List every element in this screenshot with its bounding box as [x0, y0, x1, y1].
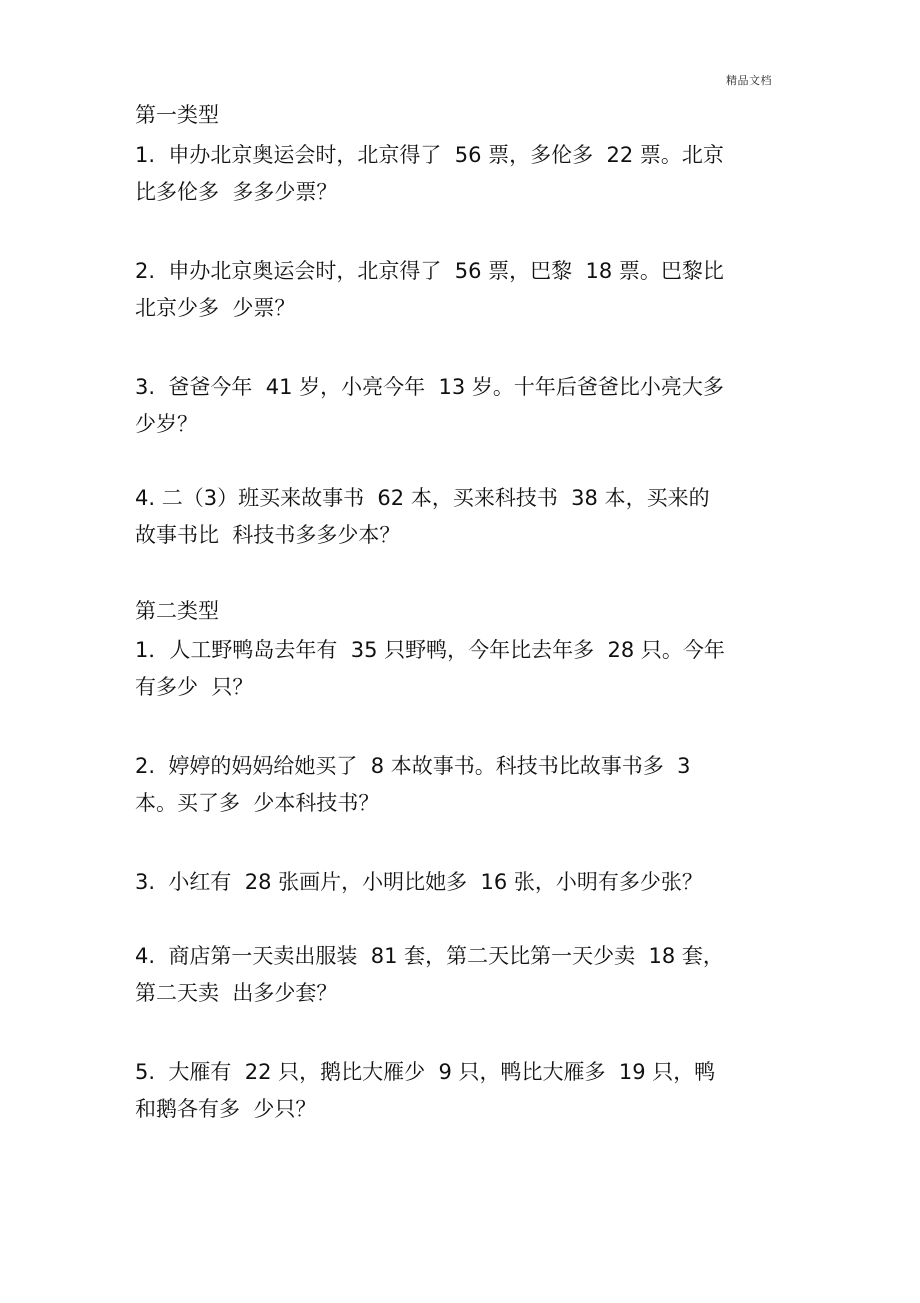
problem-1-4-line-2: 故事书比 科技书多多少本？	[135, 523, 401, 547]
problem-2-4-line-1: 4. 商店第一天卖出服装 81 套，第二天比第一天少卖 18 套，	[135, 944, 724, 968]
problem-2-1-line-1: 1．人工野鸭岛去年有 35 只野鸭，今年比去年多 28 只。今年	[135, 638, 725, 662]
problem-2-5-line-1: 5. 大雁有 22 只，鹅比大雁少 9 只，鸭比大雁多 19 只，鸭	[135, 1060, 716, 1084]
problem-2-2-line-2: 本。买了多 少本科技书？	[135, 791, 380, 815]
section-title-2: 第二类型	[135, 599, 219, 623]
section-title-1: 第一类型	[135, 103, 219, 127]
problem-1-3-line-1: 3. 爸爸今年 41 岁，小亮今年 13 岁。十年后爸爸比小亮大多	[135, 375, 724, 399]
problem-2-4-line-2: 第二天卖 出多少套？	[135, 981, 338, 1005]
problem-1-1-line-2: 比多伦多 多多少票？	[135, 180, 338, 204]
problem-1-3-line-2: 少岁？	[135, 412, 198, 436]
problem-2-1-line-2: 有多少 只？	[135, 675, 254, 699]
problem-1-4-line-1: 4. 二（3）班买来故事书 62 本，买来科技书 38 本，买来的	[135, 486, 710, 510]
problem-1-2-line-2: 北京少多 少票？	[135, 296, 296, 320]
problem-1-2-line-1: 2. 申办北京奥运会时，北京得了 56 票，巴黎 18 票。巴黎比	[135, 259, 724, 283]
problem-2-3-line-1: 3. 小红有 28 张画片，小明比她多 16 张，小明有多少张？	[135, 870, 703, 894]
watermark-header: 精品文档	[726, 74, 772, 87]
problem-2-5-line-2: 和鹅各有多 少只？	[135, 1097, 317, 1121]
problem-2-2-line-1: 2. 婷婷的妈妈给她买了 8 本故事书。科技书比故事书多 3	[135, 754, 691, 778]
problem-1-1-line-1: 1. 申办北京奥运会时，北京得了 56 票，多伦多 22 票。北京	[135, 143, 724, 167]
